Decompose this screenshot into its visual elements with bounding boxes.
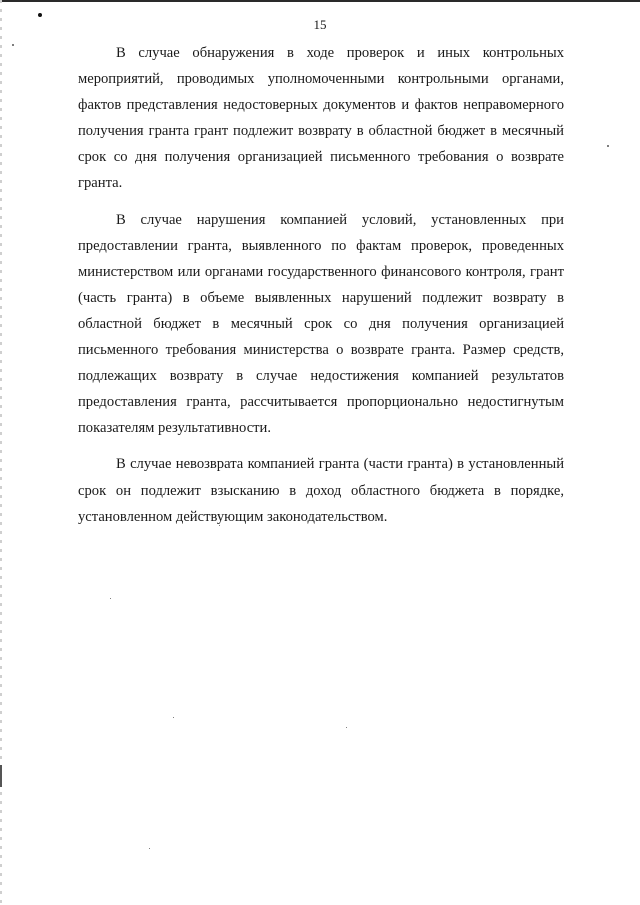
scan-speck bbox=[346, 727, 347, 728]
paragraph-2: В случае нарушения компанией условий, установленных при предоставлении гранта, выявленного по фактам проверок, проведенных министерством или органами государственного финансового контроля, грант (часть гранта) в объеме выявленных нарушений подлежит возврату в областной бюджет в месячный срок со дня получения организацией письменного требования министерства о возврате гранта. Размер средств, подлежащих возврату в случае недостижения компанией результатов предоставления гранта, рассчитывается пропорционально недостигнутым показателям результативности. bbox=[78, 211, 564, 437]
scan-speck bbox=[12, 44, 14, 46]
page-number: 15 bbox=[313, 17, 327, 32]
paragraph-1: В случае обнаружения в ходе проверок и иных контрольных мероприятий, проводимых уполномоченными контрольными органами, фактов представления недостоверных документов и фактов неправомерного получения гранта грант подлежит возврату в областной бюджет в месячный срок со дня получения организацией письменного требования о возврате гранта. bbox=[78, 45, 564, 192]
scan-left-mark bbox=[0, 765, 2, 787]
paragraph-3: В случае невозврата компанией гранта (части гранта) в установленный срок он подлежит взысканию в доход областного бюджета в порядке, установленном действующим законодательством. bbox=[78, 456, 564, 525]
scan-speck bbox=[173, 717, 174, 718]
scan-top-border bbox=[0, 0, 640, 2]
document-body bbox=[78, 40, 564, 530]
scan-speck bbox=[110, 598, 111, 599]
scan-speck bbox=[607, 145, 609, 147]
scan-speck bbox=[149, 848, 150, 849]
